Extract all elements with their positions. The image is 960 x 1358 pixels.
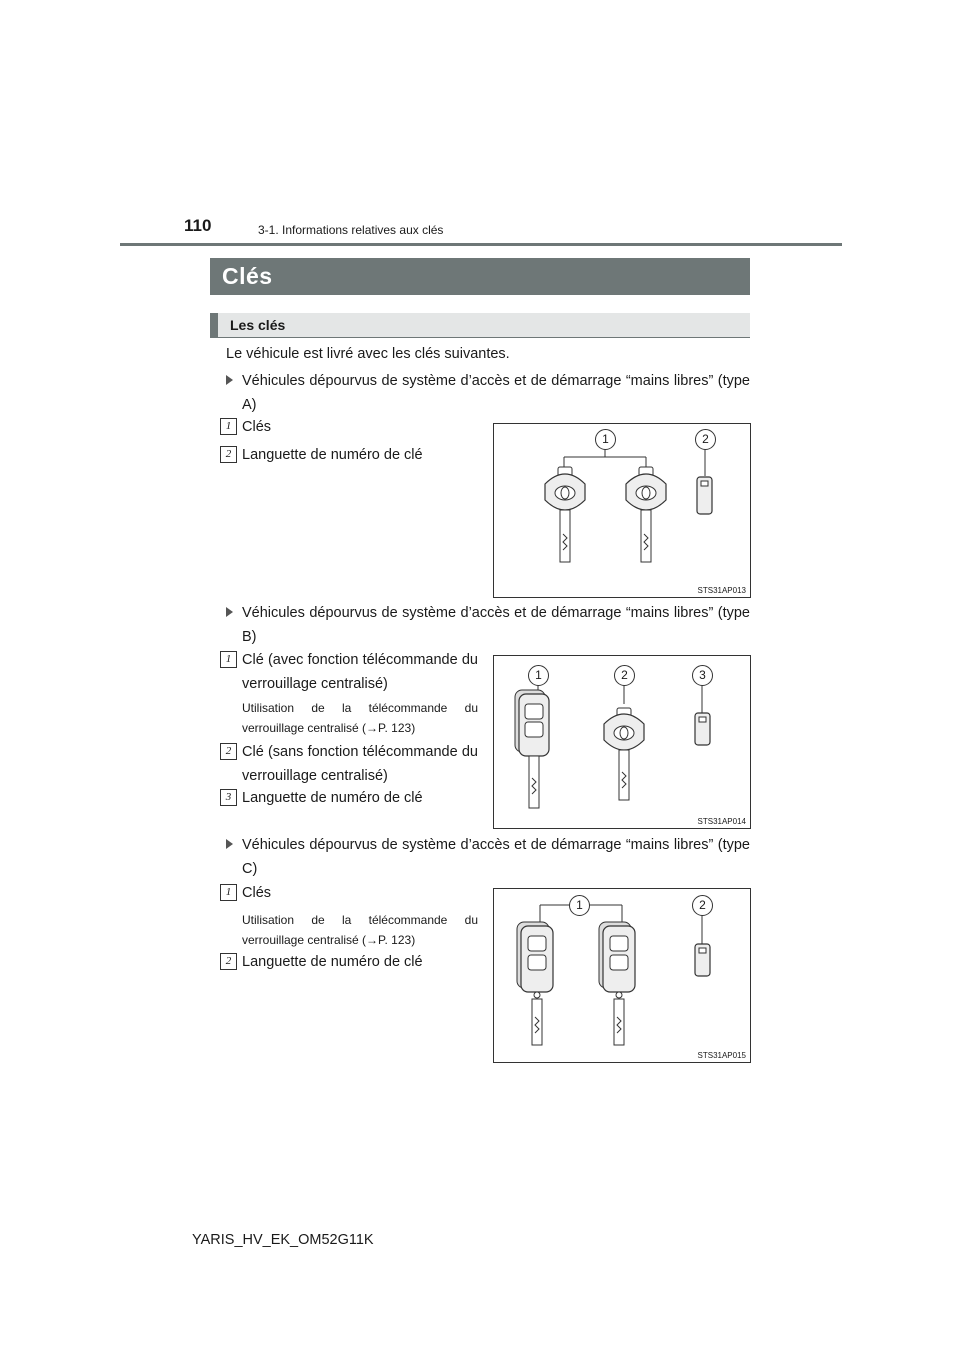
figure-code: STS31AP015 (697, 1051, 746, 1060)
section-title: 3-1. Informations relatives aux clés (258, 223, 444, 237)
title-banner (210, 258, 750, 295)
triangle-bullet-icon (226, 839, 233, 849)
item-number-box: 1 (220, 884, 237, 901)
key-number-tag-icon (695, 713, 710, 745)
key-number-tag-icon (695, 944, 710, 976)
type-c-item-1-label: Clés (242, 885, 272, 901)
callout-2: 2 (692, 895, 713, 916)
subtitle-banner (210, 313, 750, 337)
figure-code: STS31AP013 (697, 586, 746, 595)
triangle-bullet-icon (226, 375, 233, 385)
callout-1: 1 (528, 665, 549, 686)
type-a-item-2-label: Languette de numéro de clé (242, 447, 423, 463)
subtitle-rule (210, 337, 750, 338)
remote-key-icon (517, 922, 553, 1045)
callout-2: 2 (695, 429, 716, 450)
figure-keys-type-a (493, 423, 751, 598)
callout-2: 2 (614, 665, 635, 686)
keys-illustration (494, 424, 750, 597)
item-number-box: 2 (220, 953, 237, 970)
key-icon (604, 708, 644, 800)
type-b-item-2-label: Clé (sans fonction télécommande du verrouillage centralisé) (242, 744, 478, 784)
callout-1: 1 (569, 895, 590, 916)
type-b-item-3-label: Languette de numéro de clé (242, 790, 423, 806)
type-a-item-1-label: Clés (242, 419, 272, 435)
figure-keys-type-b (493, 655, 751, 829)
type-b-heading: Véhicules dépourvus de système d’accès et de démarrage “mains libres” (type B) (242, 601, 750, 649)
item-number-box: 2 (220, 446, 237, 463)
callout-3: 3 (692, 665, 713, 686)
subtitle-accent-bar (210, 313, 218, 337)
type-a-heading: Véhicules dépourvus de système d’accès et de démarrage “mains libres” (type A) (242, 369, 750, 417)
type-c-item-2-label: Languette de numéro de clé (242, 954, 423, 970)
figure-keys-type-c (493, 888, 751, 1063)
document-code-footer: YARIS_HV_EK_OM52G11K (192, 1232, 374, 1248)
type-c-item-1-note: Utilisation de la télécommande du verrouillage centralisé (→P. 123) (242, 913, 478, 947)
keys-illustration (494, 889, 750, 1062)
callout-1: 1 (595, 429, 616, 450)
type-b-item-1-note: Utilisation de la télécommande du verrouillage centralisé (→P. 123) (242, 701, 478, 735)
remote-key-icon (515, 690, 549, 808)
key-number-tag-icon (697, 477, 712, 514)
item-number-box: 1 (220, 651, 237, 668)
page-title: Clés (222, 263, 273, 289)
type-c-heading: Véhicules dépourvus de système d’accès et de démarrage “mains libres” (type C) (242, 833, 750, 881)
item-number-box: 3 (220, 789, 237, 806)
item-number-box: 2 (220, 743, 237, 760)
header-rule (120, 243, 842, 246)
key-icon (545, 467, 585, 562)
remote-key-icon (599, 922, 635, 1045)
triangle-bullet-icon (226, 607, 233, 617)
key-icon (626, 467, 666, 562)
intro-text: Le véhicule est livré avec les clés suivantes. (226, 346, 510, 362)
type-b-item-1-label: Clé (avec fonction télécommande du verrouillage centralisé) (242, 652, 478, 692)
figure-code: STS31AP014 (697, 817, 746, 826)
item-number-box: 1 (220, 418, 237, 435)
page-number: 110 (184, 216, 212, 235)
subtitle: Les clés (230, 317, 286, 333)
